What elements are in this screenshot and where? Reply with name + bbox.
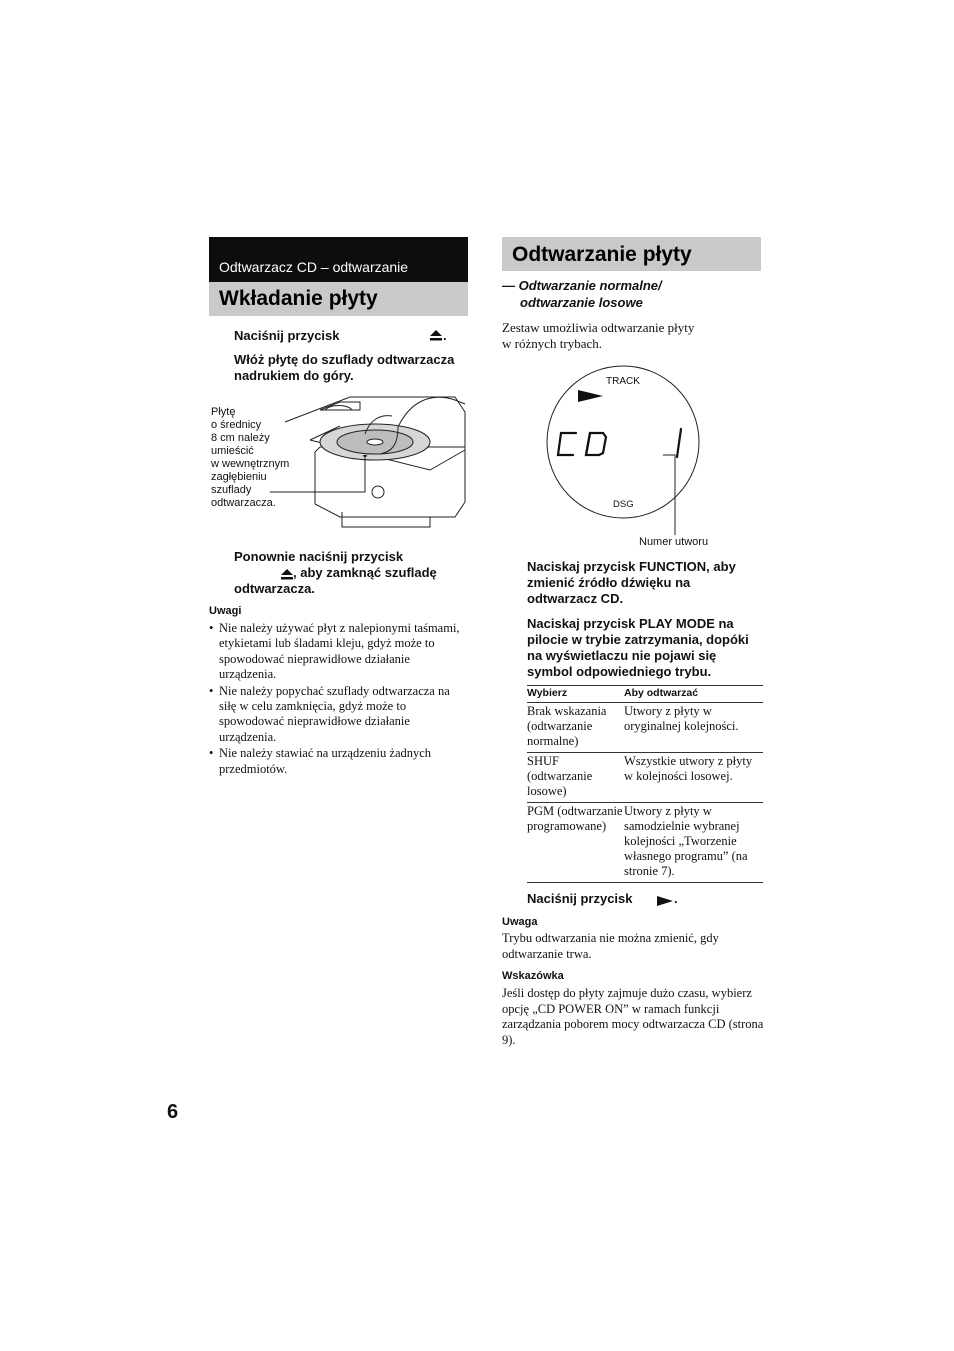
display-illustration bbox=[545, 365, 705, 555]
eject-icon bbox=[430, 329, 442, 345]
tip-text: Jeśli dostęp do płyty zajmuje dużo czasu, wybierz opcję „CD POWER ON” w ramach funkcji zarządzania poborem mocy odtwarzacza CD (strona 9). bbox=[502, 986, 764, 1047]
eject-icon bbox=[281, 568, 293, 584]
note-item: • Nie należy popychać szuflady odtwarzacza na siłę w celu zamknięcia, gdyż może to spowodować nieprawidłowe działanie urządzenia. bbox=[209, 684, 467, 746]
left-step-3: Ponownie naciśnij przycisk , aby zamknąć szufladę odtwarzacza. bbox=[234, 549, 437, 596]
notes-list bbox=[209, 621, 467, 778]
right-title-bar bbox=[502, 237, 761, 271]
note-heading: Uwaga bbox=[502, 916, 538, 928]
play-mode-table bbox=[527, 685, 763, 883]
note-item: • Nie należy stawiać na urządzeniu żadnych przedmiotów. bbox=[209, 746, 467, 777]
table-header: Wybierz bbox=[527, 686, 624, 703]
left-step-2: Włóż płytę do szuflady odtwarzacza nadrukiem do góry. bbox=[234, 352, 455, 383]
table-row: SHUF (odtwarzanie losowe) Wszystkie utwory z płyty w kolejności losowej. bbox=[527, 753, 763, 803]
right-title: Odtwarzanie płyty bbox=[512, 243, 692, 266]
right-step-2: Naciskaj przycisk PLAY MODE na pilocie w trybie zatrzymania, dopóki na wyświetlaczu nie pojawi się symbol odpowiedniego trybu. bbox=[527, 616, 749, 679]
right-step-3: Naciśnij przycisk . bbox=[527, 891, 727, 907]
track-number-callout: Numer utworu bbox=[639, 536, 709, 548]
tip-heading: Wskazówka bbox=[502, 970, 564, 982]
table-header: Aby odtwarzać bbox=[624, 686, 763, 703]
left-title: Wkładanie płyty bbox=[219, 287, 378, 310]
section-label: Odtwarzacz CD – odtwarzanie bbox=[219, 259, 409, 275]
right-subtitle: — Odtwarzanie normalne/ odtwarzanie losowe bbox=[502, 278, 662, 310]
right-intro: Zestaw umożliwia odtwarzanie płyty w różnych trybach. bbox=[502, 320, 695, 351]
left-title-bar bbox=[209, 282, 468, 316]
dsg-label: DSG bbox=[613, 499, 634, 510]
left-step-1: Naciśnij przycisk . bbox=[234, 328, 447, 343]
note-item: • Nie należy używać płyt z nalepionymi taśmami, etykietami lub śladami kleju, gdyż może to spowodować nieprawidłowe działanie urządzenia. bbox=[209, 621, 467, 683]
track-label: TRACK bbox=[606, 376, 640, 387]
note-text: Trybu odtwarzania nie można zmienić, gdy odtwarzanie trwa. bbox=[502, 931, 719, 961]
notes-heading: Uwagi bbox=[209, 605, 242, 617]
disc-caption: Płytę o średnicy 8 cm należy umieścić w wewnętrznym zagłębieniu szuflady odtwarzacza. bbox=[211, 406, 290, 509]
play-icon bbox=[657, 894, 673, 910]
page-number: 6 bbox=[167, 1101, 179, 1123]
table-row: PGM (odtwarzanie programowane) Utwory z płyty w samodzielnie wybranej kolejności „Tworzenie własnego programu” (na stronie 7). bbox=[527, 803, 763, 883]
right-step-1: Naciskaj przycisk FUNCTION, aby zmienić źródło dźwięku na odtwarzacz CD. bbox=[527, 559, 736, 606]
section-header bbox=[209, 237, 468, 282]
table-row: Brak wskazania (odtwarzanie normalne) Utwory z płyty w oryginalnej kolejności. bbox=[527, 703, 763, 753]
